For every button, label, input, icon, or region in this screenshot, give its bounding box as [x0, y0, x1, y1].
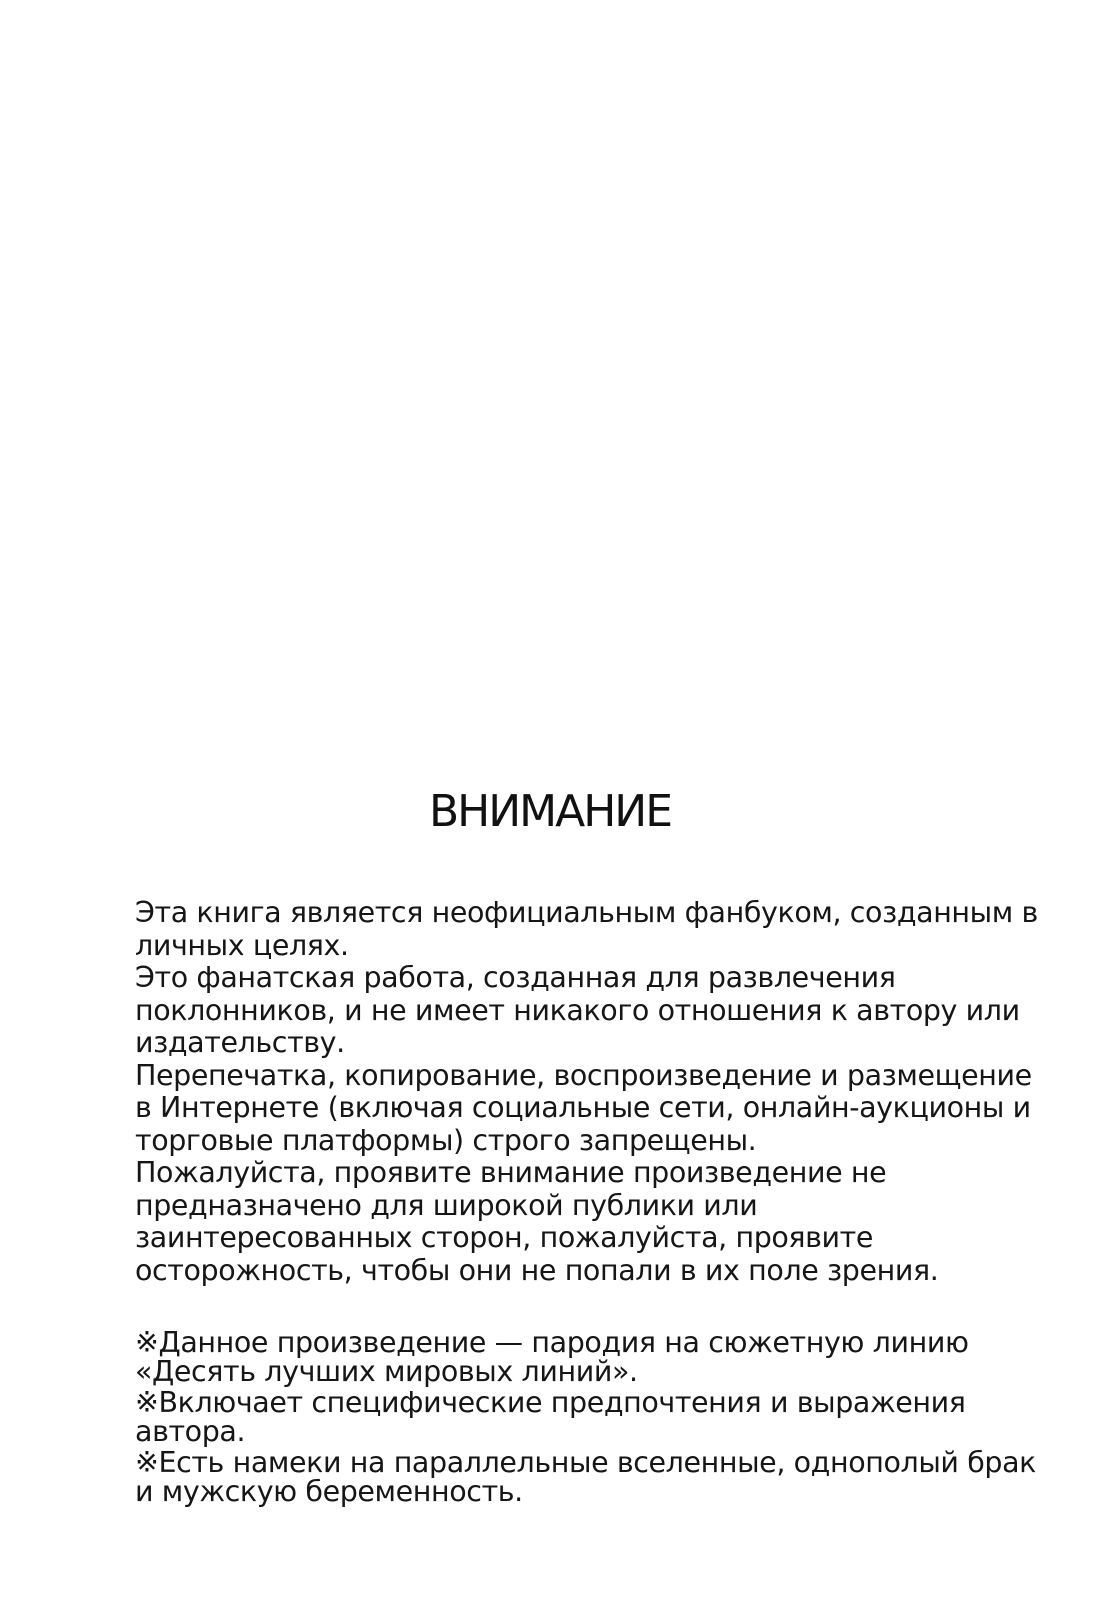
- paragraph-fanbook: Эта книга является неофициальным фанбуком, созданным в личных целях.: [135, 896, 1038, 962]
- paragraph-caution: Пожалуйста, проявите внимание произведение не предназначено для широкой публики или заинтересованных сторон, пожалуйста, проявите осторожность, чтобы они не попали в их поле зрения.: [135, 1156, 939, 1287]
- paragraph-copy-prohibited: Перепечатка, копирование, воспроизведение и размещение в Интернете (включая социальные сети, онлайн-аукционы и торговые платформы) строго запрещены.: [135, 1058, 1032, 1157]
- note-parody: ※Данное произведение — пародия на сюжетную линию «Десять лучших мировых линий».: [135, 1326, 969, 1388]
- note-preferences: ※Включает специфические предпочтения и выражения автора.: [135, 1386, 966, 1448]
- notes-section: [135, 1328, 1040, 1508]
- note-content-warning: ※Есть намеки на параллельные вселенные, однополый брак и мужскую беременность.: [135, 1446, 1036, 1508]
- warning-body: [135, 897, 1040, 1287]
- page-title: ВНИМАНИЕ: [428, 786, 672, 837]
- paragraph-fan-work: Это фанатская работа, созданная для развлечения поклонников, и не имеет никакого отношения к автору или издательству.: [135, 961, 1020, 1059]
